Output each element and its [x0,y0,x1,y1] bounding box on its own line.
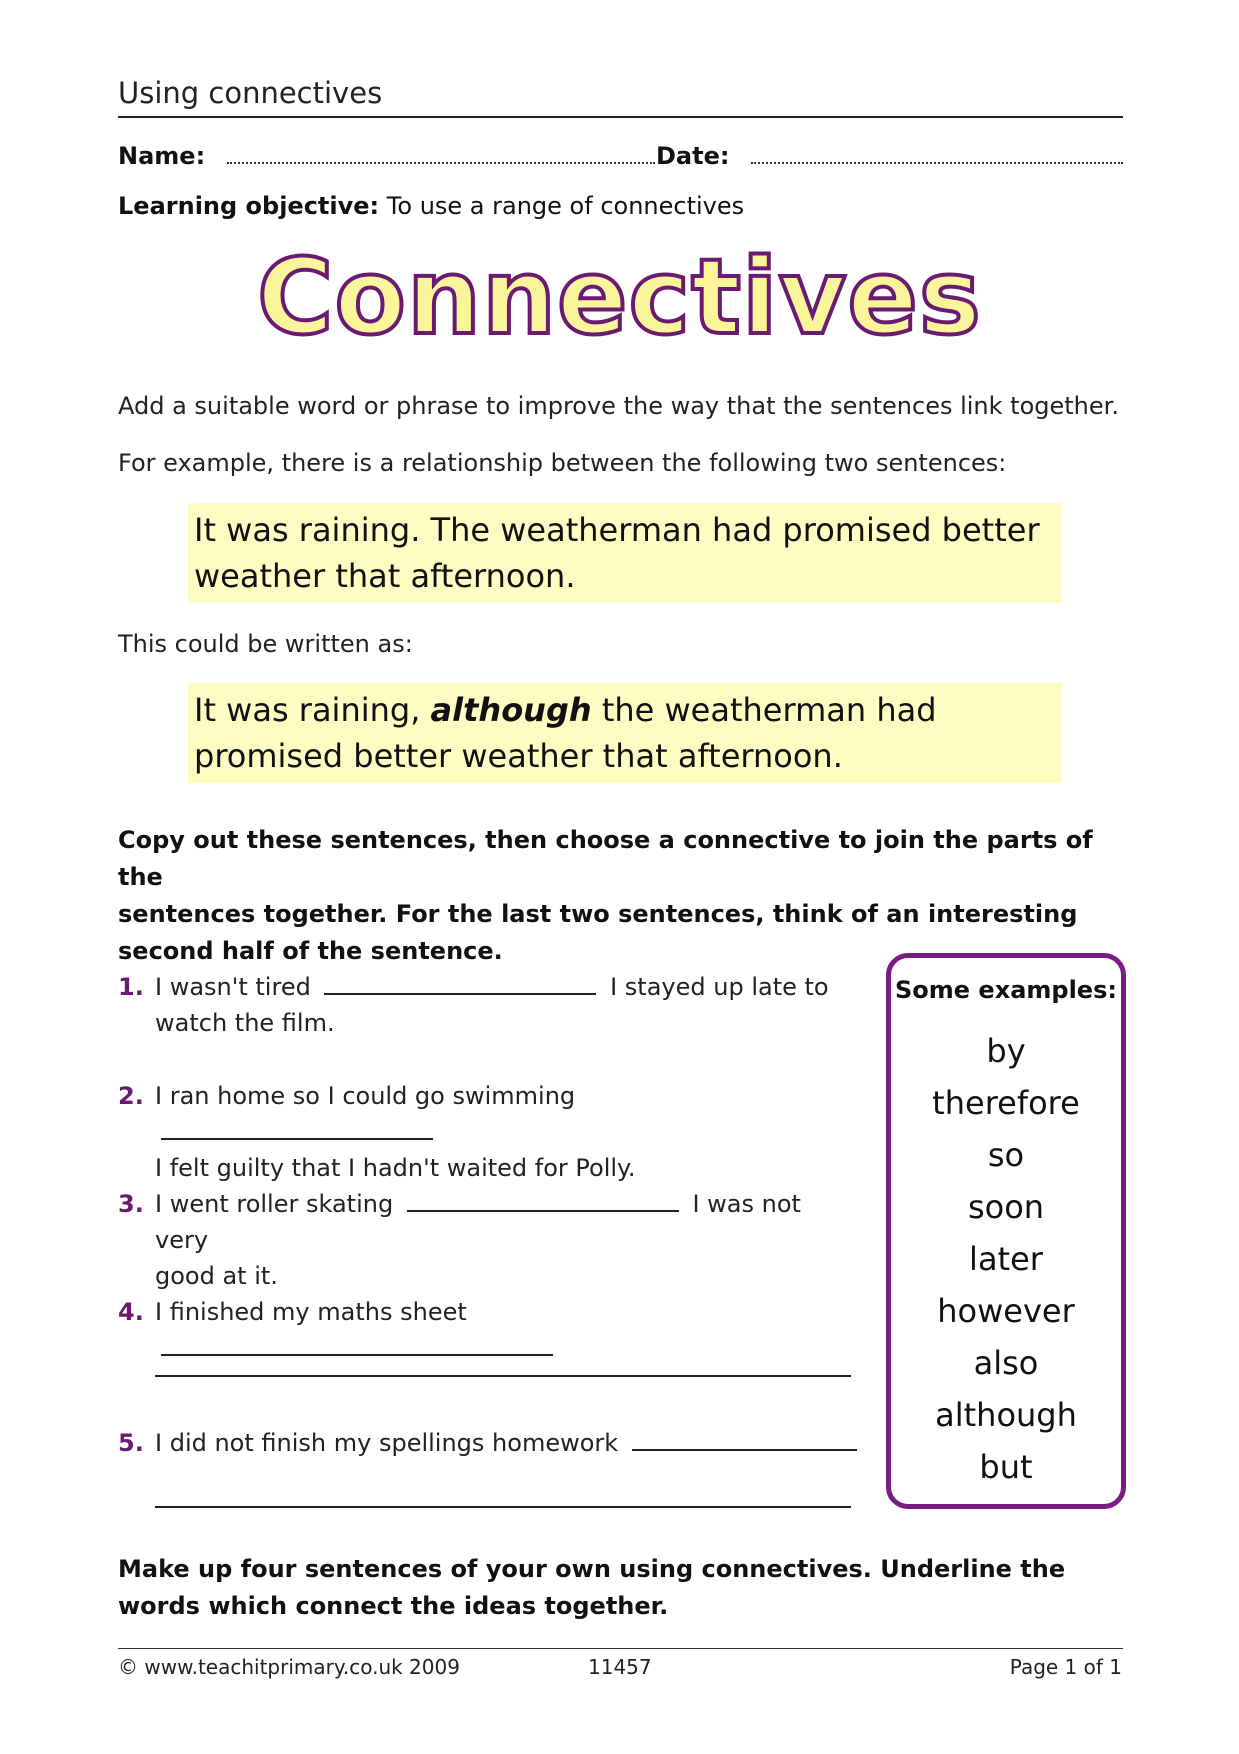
item-part-a: I ran home so I could go swimming [155,1082,576,1110]
example-rewritten-before: It was raining, [194,691,431,729]
item-number: 4. [118,1298,144,1326]
item-part-a: I went roller skating [155,1190,394,1218]
exercise-item-1 [118,969,858,1041]
examples-panel [886,953,1126,1509]
exercise-item-5 [118,1425,858,1461]
rewrite-label: This could be written as: [118,630,413,658]
date-row [656,142,1123,170]
item-part-a: I finished my maths sheet [155,1298,467,1326]
example-word: so [987,1136,1025,1174]
footer-copyright: © www.teachitprimary.co.uk 2009 [118,1655,460,1679]
exercise-item-2 [118,1078,858,1186]
item-line-2: watch the film. [155,1009,335,1037]
instructions-line-1: Copy out these sentences, then choose a connective to join the parts of the [118,826,1093,891]
example-word: also [973,1344,1039,1382]
item-text [155,1186,858,1294]
example-word: by [986,1032,1026,1070]
instructions-line-3: second half of the sentence. [118,937,503,965]
example-rewritten-after: the weatherman had [591,691,937,729]
answer-blank[interactable] [324,973,596,995]
closing-line-1: Make up four sentences of your own using connectives. Underline the [118,1555,1066,1583]
example-word: soon [967,1188,1045,1226]
answer-line[interactable] [155,1375,851,1377]
example-box-original [188,503,1062,603]
task-instructions [118,822,1128,970]
objective-text: To use a range of connectives [386,192,745,220]
item-part-a: I did not finish my spellings homework [155,1429,619,1457]
date-field[interactable] [751,144,1123,164]
header-title: Using connectives [118,76,383,110]
item-part-b: I stayed up late to [610,973,829,1001]
item-number: 3. [118,1190,144,1218]
item-part-b: I was not very [155,1190,801,1254]
header-divider [118,116,1123,118]
example-word: later [969,1240,1043,1278]
intro-line-2: For example, there is a relationship between the following two sentences: [118,449,1007,477]
answer-blank[interactable] [407,1190,679,1212]
footer-page-number: Page 1 of 1 [1009,1655,1122,1679]
example-box-rewritten [188,683,1062,783]
item-number: 2. [118,1082,144,1110]
item-text [155,1078,858,1186]
learning-objective [118,192,744,220]
answer-blank[interactable] [161,1118,433,1140]
item-part-a: I wasn't tired [155,973,311,1001]
name-row [118,142,655,170]
examples-panel-title: Some examples: [895,976,1117,1004]
page-title: Connectives [257,236,982,358]
exercise-item-3 [118,1186,858,1294]
closing-instructions [118,1551,1128,1625]
example-word: although [935,1396,1077,1434]
item-text [155,969,858,1041]
footer-code: 11457 [588,1655,652,1679]
footer-divider [118,1648,1123,1649]
closing-line-2: words which connect the ideas together. [118,1592,669,1620]
example-original-line-1: It was raining. The weatherman had promised better [194,511,1040,549]
item-line-2: good at it. [155,1262,278,1290]
item-text [155,1425,858,1461]
example-word: however [937,1292,1075,1330]
objective-label: Learning objective: [118,192,380,220]
item-number: 5. [118,1429,144,1457]
example-original-line-2: weather that afternoon. [194,557,576,595]
name-field[interactable] [227,144,655,164]
item-text [155,1294,858,1366]
item-number: 1. [118,973,144,1001]
answer-line[interactable] [155,1506,851,1508]
example-word: but [979,1448,1033,1486]
date-label: Date: [656,142,730,170]
exercise-item-4 [118,1294,858,1366]
instructions-line-2: sentences together. For the last two sentences, think of an interesting [118,900,1078,928]
example-rewritten-line-1 [194,687,1056,733]
answer-blank[interactable] [161,1334,553,1356]
example-word: therefore [932,1084,1080,1122]
example-rewritten-line-2: promised better weather that afternoon. [194,737,843,775]
name-label: Name: [118,142,206,170]
example-connective: although [430,691,592,729]
intro-line-1: Add a suitable word or phrase to improve the way that the sentences link together. [118,392,1119,420]
item-line-2: I felt guilty that I hadn't waited for Polly. [155,1154,636,1182]
answer-blank[interactable] [632,1429,857,1451]
